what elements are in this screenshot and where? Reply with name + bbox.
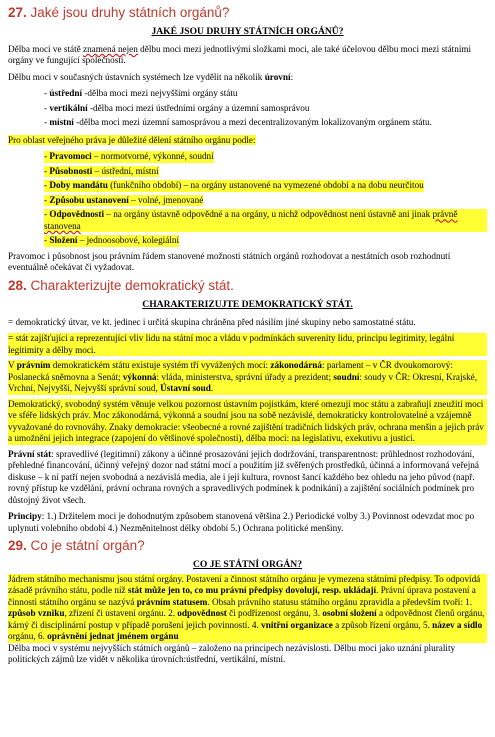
list-item: - Pravomoci – normotvorné, výkonné, soudní: [44, 151, 214, 162]
list-item: - Složení – jednoosobové, kolegiální: [44, 235, 179, 246]
list-item: - Doby mandátu (funkčního období) – na orgány ustanovené na vymezené období a na dobu neurčitou: [44, 180, 424, 191]
question-29-heading: [8, 539, 487, 554]
paragraph: Jádrem státního mechanismu jsou státní orgány. Postavení a činnost státního orgánu je vymezena státními předpisy. To odpovídá zásadě právního státu, podle níž stát může jen to, co mu právní předpisy dovolují, resp. ukládají. Právní úprava postavení a činnosti státního orgánu se nazývá právním statusem. Obsah právního statusu státního orgánu zpravidla a především tvoří: 1. způsob vzniku, zřízení či ustavení orgánu. 2. odpovědnost či podřízenost orgánu, 3. osobní složení a odpovědnost členů orgánu, kárný či disciplinární postup v případě porušení jejich povinností. 4. vnitřní organizace a způsob řízení orgánu, 5. název a sídlo orgánu, 6. oprávnění jednat jménem orgánu: [8, 574, 487, 643]
question-number: 28.: [8, 277, 27, 293]
paragraph: Dělba moci ve státě znamená nejen dělbu moci mezi jednotlivými složkami moci, ale také účelovou dělbu moci mezi státními orgány ve fungující společnosti.: [8, 43, 472, 66]
list-item: - ústřední -dělba moci mezi nejvyššími orgány státu: [44, 88, 238, 99]
paragraph: Pro oblast veřejného práva je důležité dělení státního orgánu podle:: [8, 134, 256, 145]
question-title: Jaké jsou druhy státních orgánů?: [30, 5, 230, 20]
question-title: Co je státní orgán?: [30, 538, 145, 554]
paragraph: Dělbu moci v současných ústavních systémech lze vydělit na několik úrovní:: [8, 71, 294, 82]
list-item: - Působnosti – ústřední, místní: [44, 165, 159, 176]
paragraph: Principy: 1.) Držitelem moci je dohodnutým způsobem stanovená většina 2.) Periodické volby 3.) Povinnost odevzdat moc po uplynutí volebního období 4.) Nezměnitelnost délky období 5.) Ochrana politické menšiny.: [8, 511, 475, 533]
paragraph: Dělba moci v systému nejvyšších státních orgánů – založeno na principech nezávislosti. Dělbu moci jako uznání plurality politických zájmů lze vidět v několika úrovních:ústřední, vertikální, místní.: [8, 642, 456, 665]
paragraph: Právní stát: spravedlivé (legitimní) zákony a účinné prosazování jejich dodržování, transparentnost: průhlednost rozhodování, přehledné financování, účinný veřejný dozor nad státní mocí a použitím již svěřených prostředků, účinná a informovaná veřejná diskuse – k ní patří nejen svobodná a nezávislá media, ale i její kultura, rovnost šancí každého bez ohledu na jeho původ (např. rovný přístup ke vzdělání, právní ochrana rovných a spravedlivých podmínek k podnikání) a zajištění sociálních podmínek pro důstojný život všech.: [8, 448, 479, 505]
list-item: - Způsobu ustanovení – volné, jmenované: [44, 194, 204, 205]
section-caption: JAKÉ JSOU DRUHY STÁTNÍCH ORGÁNŮ?: [151, 25, 344, 37]
question-number: 29.: [8, 538, 27, 554]
question-28-heading: [8, 279, 487, 294]
list-item: - Odpovědnosti – na orgány ústavně odpovědné a na orgány, u nichž odpovědnost není ústavně ani jinak právně stanovena: [44, 209, 487, 232]
section-caption: CO JE STÁTNÍ ORGÁN?: [192, 559, 302, 570]
question-number: 27.: [8, 5, 27, 20]
paragraph: Pravomoc i působnost jsou právním řádem stanovené možnosti státních orgánů rozhodovat a nestátních osob rozhodnutí eventuálně očekávat či vyžadovat.: [8, 250, 451, 273]
paragraph: Demokratický, svobodný systém věnuje velkou pozornost ústavním pojistkám, které omezují moc státu a zabraňují zneužití moci ve sféře lidských práv. Moc zákonodárná, výkonná a soudní jsou na sobě nezávislé, demokraticky kontrolovatelné a vzájemně vyvažované do rovnováhy. Znaky demokracie: všeobecné a rovné zajištění tradičních lidských práv, ochrana menšin a jejich práv a umožnění jejich integrace (zapojení do většinové společnosti), dělba moci: na legislativu, exekutivu a justici.: [8, 399, 487, 445]
question-title: Charakterizujte demokratický stát.: [30, 277, 234, 293]
paragraph: = demokratický útvar, ve kt. jedinec i určitá skupina chráněna před násilím jiné skupiny nebo samostatné státu.: [8, 316, 416, 327]
paragraph: = stát zajišťující a reprezentující vliv lidu na státní moc a vládu v podmínkách suverenity lidu, principu legitimity, legální legitimity a dělby moci.: [8, 333, 487, 356]
paragraph: V právním demokratickém státu existuje systém tří vyvážených mocí: zákonodárná: parlament – v ČR dvoukomorový: Poslanecká sněmovna a Senát; výkonná: vláda, ministerstva, správní úřady a prezident; soudní: soudy v ČR: Okresní, Krajské, Vrchní, Nejvyšší, Nejvyšší správní soud, Ústavní soud.: [8, 360, 487, 395]
question-27-heading: [8, 6, 487, 21]
section-caption: CHARAKTERIZUJTE DEMOKRATICKÝ STÁT.: [142, 298, 353, 310]
list-item: - vertikální -dělba moci mezi ústředními orgány a územní samosprávou: [44, 102, 310, 113]
list-item: - místní -dělba moci mezi územní samosprávou a mezi decentralizovaným lokalizovaným orgánem státu.: [44, 117, 432, 128]
